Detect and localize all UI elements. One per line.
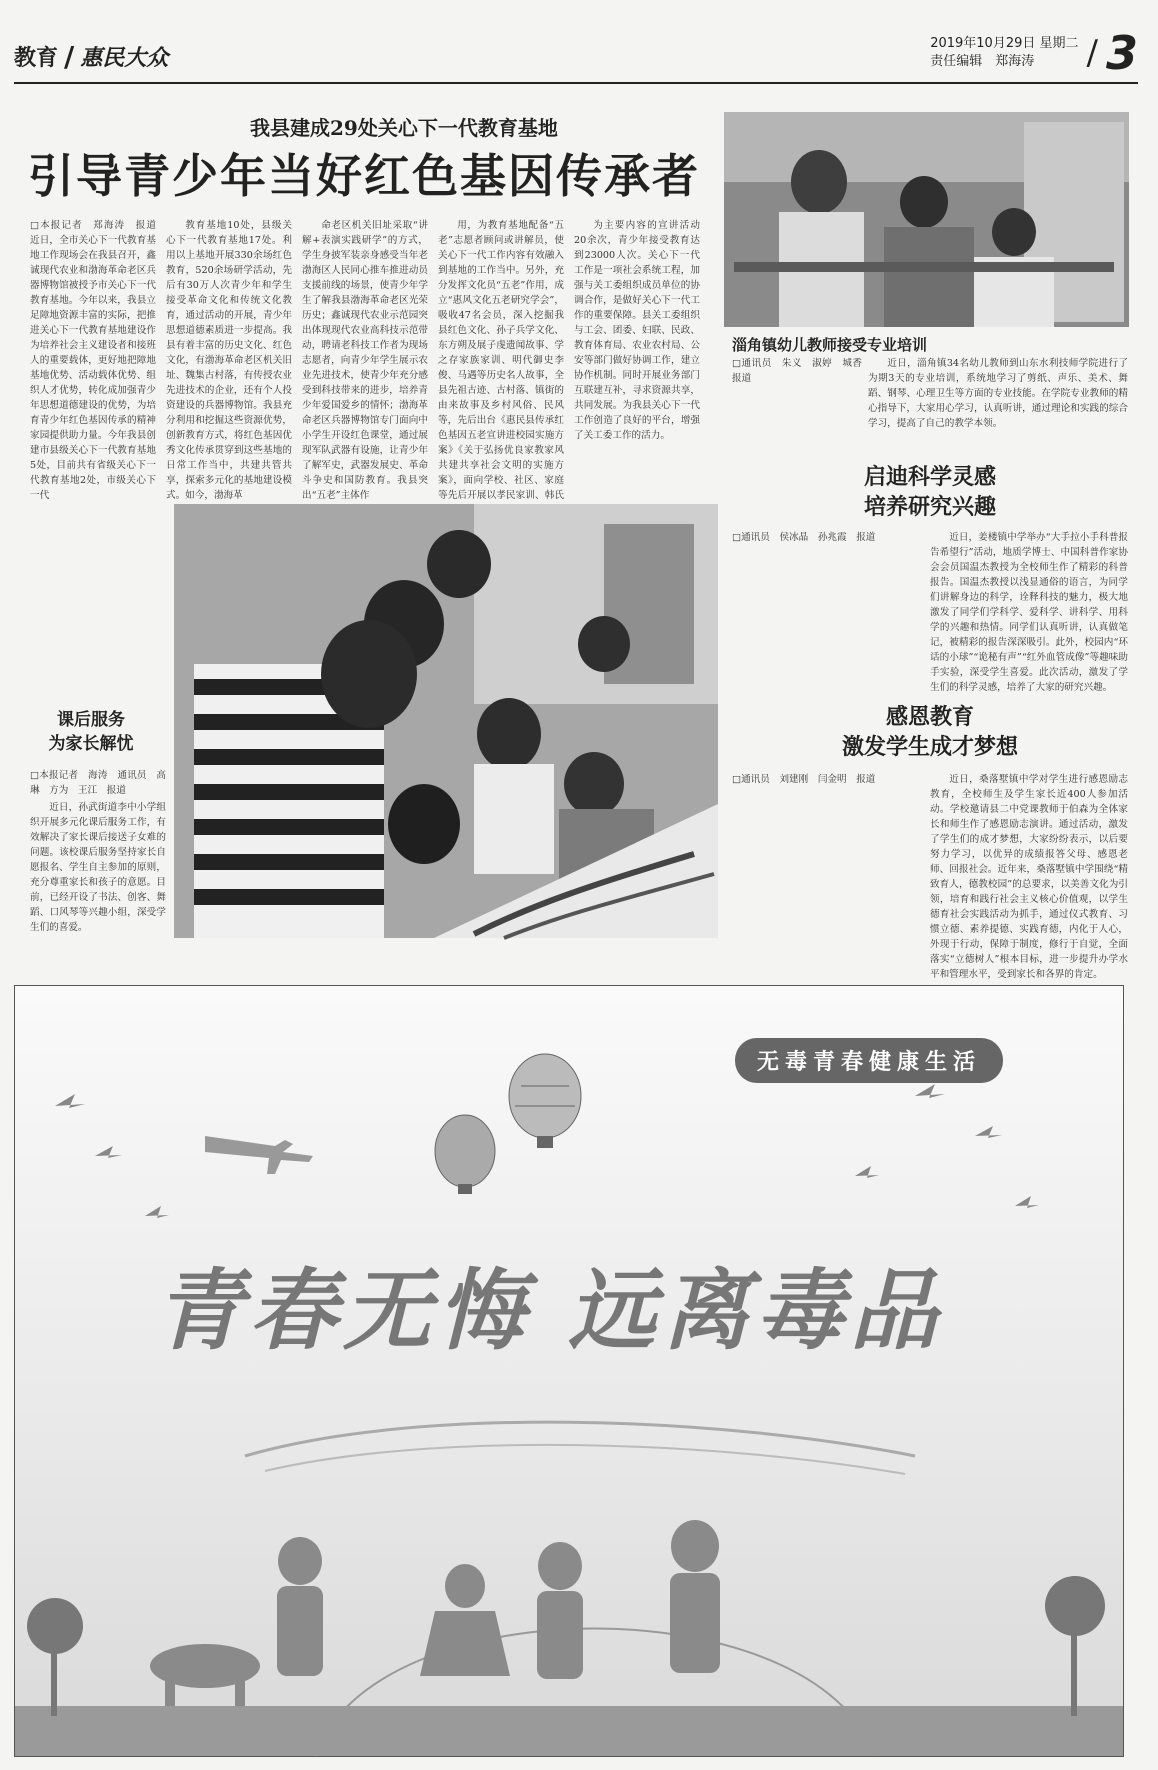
after-school-byline: □本报记者 海涛 通讯员 高琳 方为 王江 报道 [30, 770, 166, 796]
lead-kicker: 我县建成29处关心下一代教育基地 [250, 116, 558, 140]
after-school-image [174, 504, 718, 938]
slash-divider: / [1086, 33, 1098, 73]
lead-column-2: 教育基地10处，县级关心下一代教育基地17处。利用以上基地开展330余场红色教育，520余场研学活动，先后有30万人次青少年和学生接受革命文化和传统文化教育，通过活动的开展，青少年思想道德素质进一步提高。我县有着丰富的历史文化、红色文化，有渤海革命老区机关旧址、魏集古村落，有传授农业先进技术的企业，还有个人投资建设的兵器博物馆。我县充分利用和挖掘这些资源优势，创新教育方式，将红色基因优秀文化传承贯穿到这些基地的日常工作当中，共建共管共享，探索多元化的基地建设模式。如今，渤海革 [166, 220, 292, 501]
teacher-training-caption: 淄角镇幼儿教师接受专业培训 [732, 336, 928, 354]
editor-line: 责任编辑 郑海涛 [930, 54, 1035, 69]
banner-artwork [15, 986, 1123, 1756]
masthead-section [14, 40, 168, 73]
anti-drug-banner [14, 985, 1124, 1757]
after-school-column [30, 768, 166, 968]
teacher-training-col-2: 近日，淄角镇34名幼儿教师到山东水利技师学院进行了为期3天的专业培训，系统地学习了剪纸、声乐、美术、舞蹈、钢琴、心理卫生等方面的专业技能。在学院专业教师的精心指导下，大家用心学习，认真听讲，通过理论和实践的综合学习，提高了自己的教学本领。 [868, 358, 1128, 429]
teacher-training-image [724, 112, 1129, 327]
column-name: 惠民大众 [80, 46, 169, 71]
gratitude-col-1: □通讯员 刘建刚 闫金明 报道 [732, 774, 876, 785]
science-title-line2: 培养研究兴趣 [863, 494, 996, 520]
plane-icon [205, 1136, 313, 1174]
teacher-training-photo [724, 112, 1129, 327]
after-school-photo [174, 504, 718, 938]
lead-column-1: □本报记者 郑海涛 报道 近日，全市关心下一代教育基地工作现场会在我县召开，鑫诚现代农业和渤海革命老区兵器博物馆被授予市关心下一代教育基地。今年以来，我县立足障地资源丰富的实际，把推进关心下一代教育基地建设作为培养社会主义建设者和接班人的重要载体，更好地把障地基地优势、活动载体优势、组织人才优势，转化成加强青少年思想道德建设的优势，为培育青少年红色基因传承的精神家园提供助力量。今年我县创建市县级关心下一代教育基地5处，目前共有省级关心下一代教育基地2处，市级关心下一代 [30, 220, 166, 501]
issue-date: 2019年10月29日 星期二 [930, 36, 1079, 51]
after-school-title [16, 708, 166, 756]
after-school-title-line1: 课后服务 [57, 710, 125, 730]
after-school-body: 近日，孙武街道李中小学组织开展多元化课后服务工作，有效解决了家长课后接送子女难的问题。该校课后服务坚持家长自愿报名、学生自主参加的原则，充分尊重家长和孩子的意愿。目前，已经开设了书法、创客、舞蹈、口风琴等兴趣小组，深受学生们的喜爱。 [30, 802, 166, 933]
science-col-1: □通讯员 侯冰晶 孙兆霞 报道 [732, 532, 876, 543]
science-col-2: 近日，姜楼镇中学举办“大手拉小手科普报告希望行”活动，地质学博士、中国科普作家协会会员国温杰教授为全校师生作了精彩的科普报告。国温杰教授以浅显通俗的语言，为同学们讲解身边的科学，诠释科技的魅力，极大地激发了同学们学科学、爱科学、讲科学、用科学的兴趣和热情。同学们认真听讲，认真做笔记，被精彩的报告深深吸引。此外，校园内“环话的小球”“诡秘有声”“红外血管成像”等趣味助手实验，深受学生喜爱。此次活动，激发了学生们的科学灵感，培养了大家的研究兴趣。 [930, 532, 1128, 693]
masthead-meta [930, 26, 1138, 80]
section-name: 教育 [14, 46, 59, 71]
balloon-icon [435, 1054, 581, 1194]
lead-column-3: 命老区机关旧址采取“讲解+表演实践研学”的方式，学生身披军装亲身感受当年老渤海区人民同心推车推进动员支援前线的场景，使青少年学生了解我县渤海革命老区光荣历史；鑫诚现代农业示范园突出体现现代农业高科技示范带动，聘请老科技工作者为现场志愿者，向青少年学生展示农业先进技术，使青少年充分感受到科技带来的进步，培养青少年爱国爱乡的情怀；渤海革命老区兵器博物馆专门面向中小学生开设红色课堂，通过展现军队武器有设施，让青少年了解军史，武器发展史、革命斗争史和国防教育。我县突出“五老”主体作 [302, 220, 428, 501]
gratitude-title-line2: 激发学生成才梦想 [841, 734, 1018, 760]
lead-column-4: 用，为教育基地配备“五老”志愿者顾问或讲解员，使关心下一代工作内容有效融入到基地的工作当中。另外，充分发挥文化员“五老”作用，成立“惠风文化五老研究学会”，吸收47名会员，深入挖掘我县红色文化、孙子兵学文化、东方朔及展子虔遗闻故事、学之存家族家训、明代御史李俊、马遇等历史名人故事，全县先祖古迹、古村落、镇街的由来故事及乡村风俗、民风等，先后出台《惠民县传承红色基因五老宣讲进校园实施方案》《关于弘扬优良家教家风共建共享社会文明的实施方案》，面向学校、社区、家庭等先后开展以孝民家训、韩氏 [438, 220, 564, 501]
masthead-date-editor [930, 35, 1078, 71]
page-number: 3 [1105, 26, 1138, 80]
masthead-rule [14, 82, 1138, 84]
after-school-title-line2: 为家长解忧 [48, 734, 134, 754]
science-title-line1: 启迪科学灵感 [863, 464, 996, 490]
lead-headline: 引导青少年当好红色基因传承者 [28, 149, 700, 203]
gratitude-col-2: 近日，桑落墅镇中学对学生进行感恩励志教育，全校师生及学生家长近400人参加活动。学校邀请县二中党课教师于伯森为全体家长和师生作了感恩励志演讲。通过活动，激发了学生们的成才梦想，大家纷纷表示，以后要努力学习，以优异的成绩报答父母、感恩老师、回报社会。近年来，桑落墅镇中学围绕“精致育人，德教校园”的总要求，以美善文化为引领，培育和践行社会主义核心价值观，以学生德育社会实践活动为抓手，通过仪式教育、习惯立德、素养提德、实践育德，内化于人心，外现于行动，保障于制度，修行于自觉，全面落实“立德树人”根本目标，进一步提升办学水平和管理水平，受到家长和各界的肯定。 [930, 774, 1128, 980]
gratitude-title [730, 702, 1130, 762]
science-title [730, 462, 1130, 522]
banner-slogan: 青春无悔 远离毒品 [155, 1258, 944, 1362]
slash-divider: / [64, 40, 75, 73]
banner-pill: 无毒青春健康生活 [735, 1038, 1003, 1083]
lead-column-5: 为主要内容的宣讲活动20余次，青少年接受教育达到23000人次。关心下一代工作是一项社会系统工程，加强与关工委组织成员单位的协调合作，是做好关心下一代工作的重要保障。县关工委组织与工会、团委、妇联、民政、教育体育局、农业农村局、公安等部门做好协调工作，建立协作机制。同时开展业务部门互联建互补，寻求资源共享，共同发展。为我县关心下一代工作创造了良好的平台，增强了关工委工作的活力。 [574, 220, 700, 441]
children-silhouettes-icon [150, 1520, 720, 1716]
gratitude-title-line1: 感恩教育 [885, 704, 974, 730]
teacher-training-col-1: □通讯员 朱义 淑婷 城香 报道 [732, 358, 872, 384]
